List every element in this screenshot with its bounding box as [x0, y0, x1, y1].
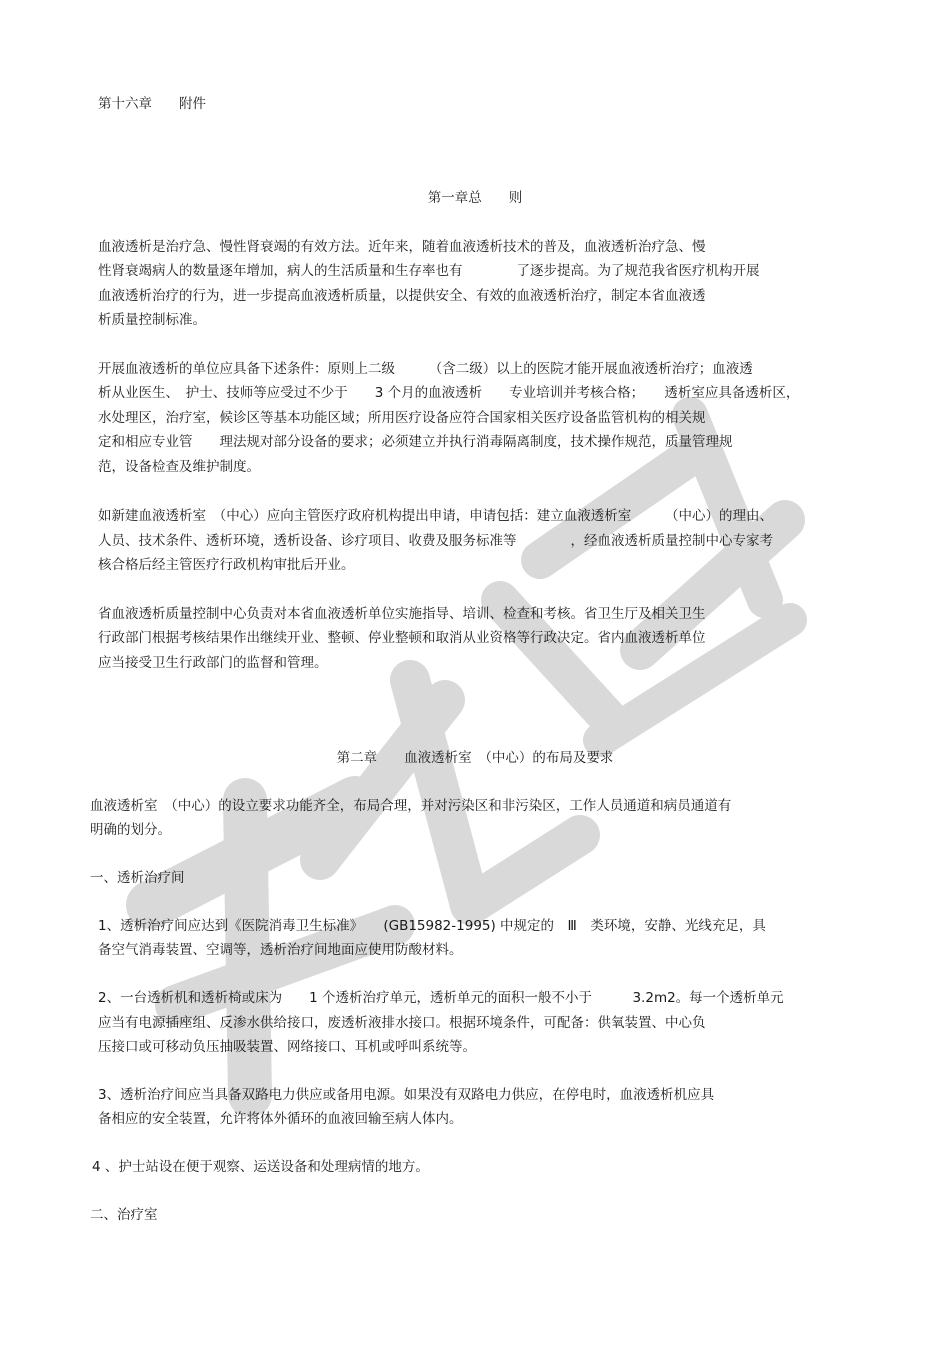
section2-title: 二、治疗室	[90, 1207, 158, 1223]
chapter1-para3-line3: 核合格后经主管医疗行政机构审批后开业。	[98, 557, 355, 573]
chapter1-para2-line1: 开展血液透析的单位应具备下述条件：原则上二级 （含二级）以上的医院才能开展血液透析治疗；血液透	[98, 361, 753, 377]
chapter1-para4-line3: 应当接受卫生行政部门的监督和管理。	[98, 655, 328, 671]
chapter2-intro-line1: 血液透析室 （中心）的设立要求功能齐全，布局合理，并对污染区和非污染区，工作人员通道和病员通道有	[90, 798, 732, 814]
chapter1-para1-line3: 血液透析治疗的行为，进一步提高血液透析质量，以提供安全、有效的血液透析治疗，制定本省血液透	[98, 288, 706, 304]
item2-line1: 2、一台透析机和透析椅或床为 1 个透析治疗单元，透析单元的面积一般不小于 3.2m2。每一个透析单元	[98, 990, 784, 1006]
chapter1-para3-line1: 如新建血液透析室 （中心）应向主管医疗政府机构提出申请，申请包括：建立血液透析室 （中心）的理由、	[98, 508, 773, 524]
chapter1-para4-line2: 行政部门根据考核结果作出继续开业、整顿、停业整顿和取消从业资格等行政决定。省内血液透析单位	[98, 630, 706, 646]
item2-line3: 压接口或可移动负压抽吸装置、网络接口、耳机或呼叫系统等。	[98, 1039, 476, 1055]
chapter1-para3-line2: 人员、技术条件、透析环境，透析设备、诊疗项目、收费及服务标准等 ，经血液透析质量控制中心专家考	[98, 533, 773, 549]
item3-line1: 3、透析治疗间应当具备双路电力供应或备用电源。如果没有双路电力供应，在停电时，血液透析机应具	[98, 1087, 715, 1103]
item1-line2: 备空气消毒装置、空调等，透析治疗间地面应使用防酸材料。	[98, 942, 463, 958]
toc-last-chapter: 第十六章 附件	[98, 96, 206, 112]
chapter1-para1-line1: 血液透析是治疗急、慢性肾衰竭的有效方法。近年来，随着血液透析技术的普及，血液透析治疗急、慢	[98, 239, 706, 255]
chapter1-title: 第一章总 则	[427, 190, 523, 206]
item1-line1: 1、透析治疗间应达到《医院消毒卫生标准》 (GB15982-1995) 中规定的 Ⅲ 类环境，安静、光线充足，具	[98, 918, 766, 934]
chapter1-para2-line2: 析从业医生、 护士、技师等应受过不少于 3 个月的血液透析 专业培训并考核合格； 透析室应具备透析区，	[98, 385, 800, 401]
chapter1-para2-line3: 水处理区，治疗室，候诊区等基本功能区域；所用医疗设备应符合国家相关医疗设备监管机构的相关规	[98, 410, 706, 426]
chapter1-para2-line4: 定和相应专业管 理法规对部分设备的要求；必须建立并执行消毒隔离制度，技术操作规范，质量管理规	[98, 434, 733, 450]
chapter2-intro-line2: 明确的划分。	[90, 822, 171, 838]
chapter1-para1-line4: 析质量控制标准。	[98, 312, 206, 328]
item3-line2: 备相应的安全装置，允许将体外循环的血液回输至病人体内。	[98, 1111, 463, 1127]
chapter1-para4-line1: 省血液透析质量控制中心负责对本省血液透析单位实施指导、培训、检查和考核。省卫生厅及相关卫生	[98, 606, 706, 622]
section1-title: 一、透析治疗间	[90, 870, 185, 886]
chapter1-para2-line5: 范，设备检查及维护制度。	[98, 459, 260, 475]
item2-line2: 应当有电源插座组、反渗水供给接口，废透析液排水接口。根据环境条件，可配备：供氧装置、中心负	[98, 1015, 706, 1031]
chapter2-title: 第二章 血液透析室 （中心）的布局及要求	[336, 750, 614, 766]
item4-line1: 4 、护士站设在便于观察、运送设备和处理病情的地方。	[92, 1159, 429, 1175]
chapter1-para1-line2: 性肾衰竭病人的数量逐年增加，病人的生活质量和生存率也有 了逐步提高。为了规范我省医疗机构开展	[98, 263, 760, 279]
